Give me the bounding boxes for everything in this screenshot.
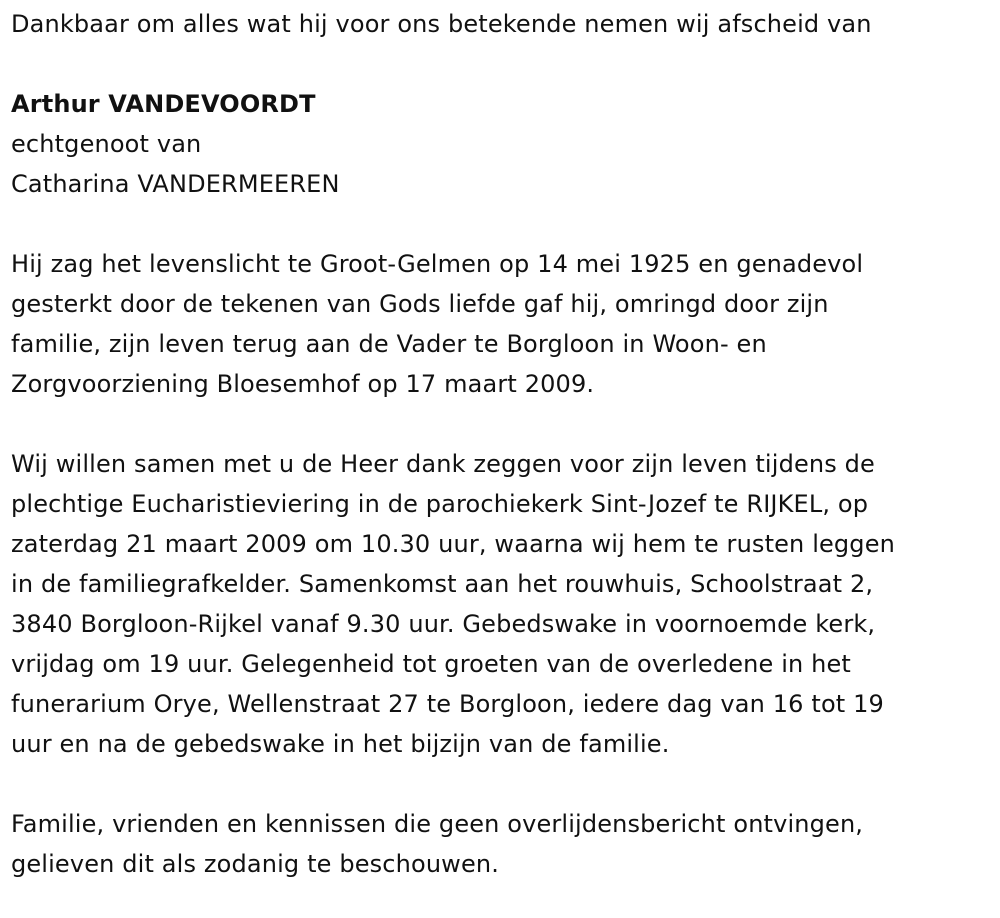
paragraph-notice <box>11 804 1000 884</box>
paragraph-funeral-details <box>11 444 1000 764</box>
paragraph-line: 3840 Borgloon-Rijkel vanaf 9.30 uur. Gebedswake in voornoemde kerk, <box>11 610 876 638</box>
paragraph-line: Wij willen samen met u de Heer dank zeggen voor zijn leven tijdens de <box>11 450 875 478</box>
intro-text: Dankbaar om alles wat hij voor ons betekende nemen wij afscheid van <box>11 10 872 38</box>
relation-label: echtgenoot van <box>11 130 202 158</box>
paragraph-birth-death <box>11 244 1000 404</box>
paragraph-line: funerarium Orye, Wellenstraat 27 te Borgloon, iedere dag van 16 tot 19 <box>11 690 884 718</box>
spouse-name: Catharina VANDERMEEREN <box>11 170 340 198</box>
paragraph-line: Familie, vrienden en kennissen die geen overlijdensbericht ontvingen, <box>11 810 864 838</box>
paragraph-line: vrijdag om 19 uur. Gelegenheid tot groeten van de overledene in het <box>11 650 851 678</box>
paragraph-line: uur en na de gebedswake in het bijzijn van de familie. <box>11 730 670 758</box>
paragraph-line: zaterdag 21 maart 2009 om 10.30 uur, waarna wij hem te rusten leggen <box>11 530 895 558</box>
paragraph-line: familie, zijn leven terug aan de Vader te Borgloon in Woon- en <box>11 330 767 358</box>
paragraph-line: in de familiegrafkelder. Samenkomst aan het rouwhuis, Schoolstraat 2, <box>11 570 874 598</box>
paragraph-line: Hij zag het levenslicht te Groot-Gelmen op 14 mei 1925 en genadevol <box>11 250 864 278</box>
paragraph-line: plechtige Eucharistieviering in de parochiekerk Sint-Jozef te RIJKEL, op <box>11 490 869 518</box>
paragraph-line: Zorgvoorziening Bloesemhof op 17 maart 2009. <box>11 370 595 398</box>
paragraph-line: gelieven dit als zodanig te beschouwen. <box>11 850 500 878</box>
paragraph-line: gesterkt door de tekenen van Gods liefde gaf hij, omringd door zijn <box>11 290 829 318</box>
deceased-name: Arthur VANDEVOORDT <box>11 90 316 118</box>
